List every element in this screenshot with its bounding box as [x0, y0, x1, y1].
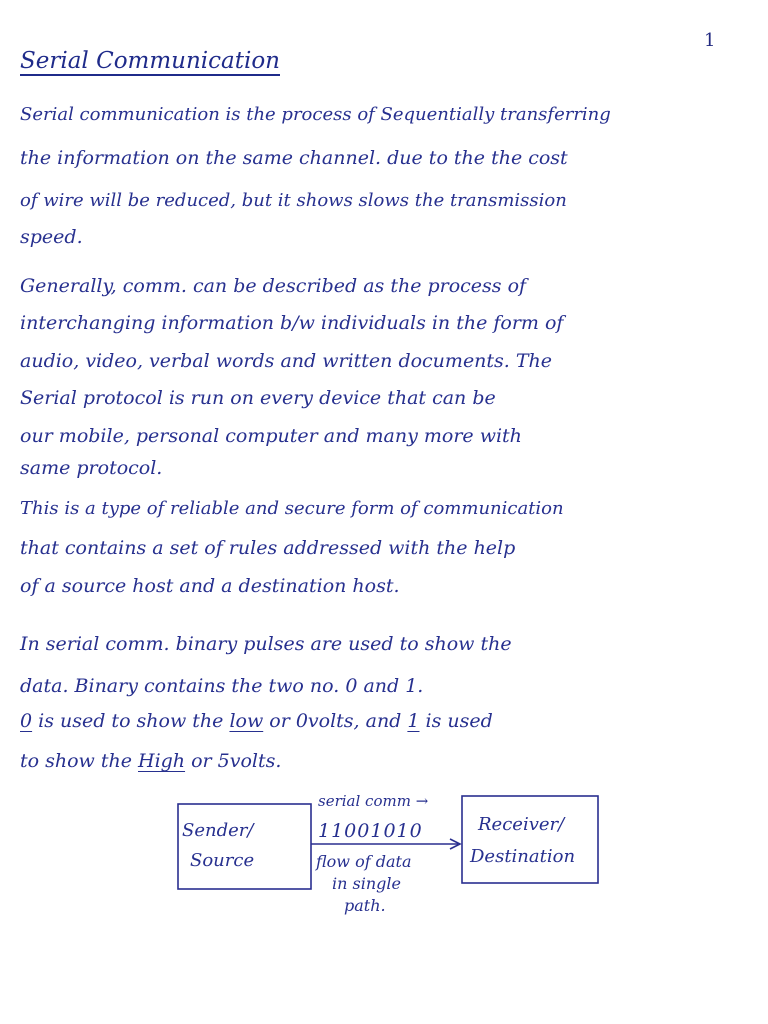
page-title: Serial Communication [20, 48, 280, 74]
receiver-box [462, 796, 598, 883]
destination-label: Destination [470, 846, 576, 867]
text-line-12: that contains a set of rules addressed with the help [20, 537, 516, 559]
text-line-1: Serial communication is the process of Sequentially transferring [20, 104, 611, 125]
text-line-17 [20, 750, 281, 772]
text-line-14: In serial comm. binary pulses are used to show the [20, 633, 512, 655]
line17-part1: to show the [20, 750, 138, 772]
serial-comm-label: serial comm → [318, 792, 429, 810]
one-underlined: 1 [407, 710, 420, 732]
flow-label-1: flow of data [316, 852, 412, 871]
bit-sequence: 11001010 [318, 820, 423, 842]
low-underlined: low [229, 710, 264, 732]
receiver-label: Receiver/ [478, 814, 565, 835]
text-line-13: of a source host and a destination host. [20, 575, 400, 597]
text-line-8: Serial protocol is run on every device that can be [20, 387, 496, 409]
text-line-16 [20, 710, 493, 732]
text-line-6: interchanging information b/w individuals in the form of [20, 312, 564, 334]
zero-underlined: 0 [20, 710, 33, 732]
line16-part1: is used to show the [32, 710, 230, 732]
text-line-4: speed. [20, 226, 83, 248]
sender-box [178, 804, 311, 889]
text-line-10: same protocol. [20, 457, 163, 479]
serial-diagram [0, 780, 768, 940]
text-line-9: our mobile, personal computer and many more with [20, 425, 522, 447]
text-line-3: of wire will be reduced, but it shows slows the transmission [20, 190, 567, 211]
text-line-15: data. Binary contains the two no. 0 and 1. [20, 675, 424, 697]
page-number: 1 [704, 30, 716, 51]
flow-label-3: path. [344, 896, 386, 915]
sender-label: Sender/ [182, 820, 254, 841]
line16-part3: is used [419, 710, 493, 732]
text-line-5: Generally, comm. can be described as the process of [20, 275, 527, 297]
line17-part2: or 5volts. [185, 750, 282, 772]
text-line-7: audio, video, verbal words and written documents. The [20, 350, 553, 372]
text-line-11: This is a type of reliable and secure form of communication [20, 498, 564, 519]
source-label: Source [190, 850, 255, 871]
flow-label-2: in single [332, 874, 401, 893]
text-line-2: the information on the same channel. due to the the cost [20, 147, 568, 169]
high-underlined: High [138, 750, 186, 772]
line16-part2: or 0volts, and [263, 710, 408, 732]
